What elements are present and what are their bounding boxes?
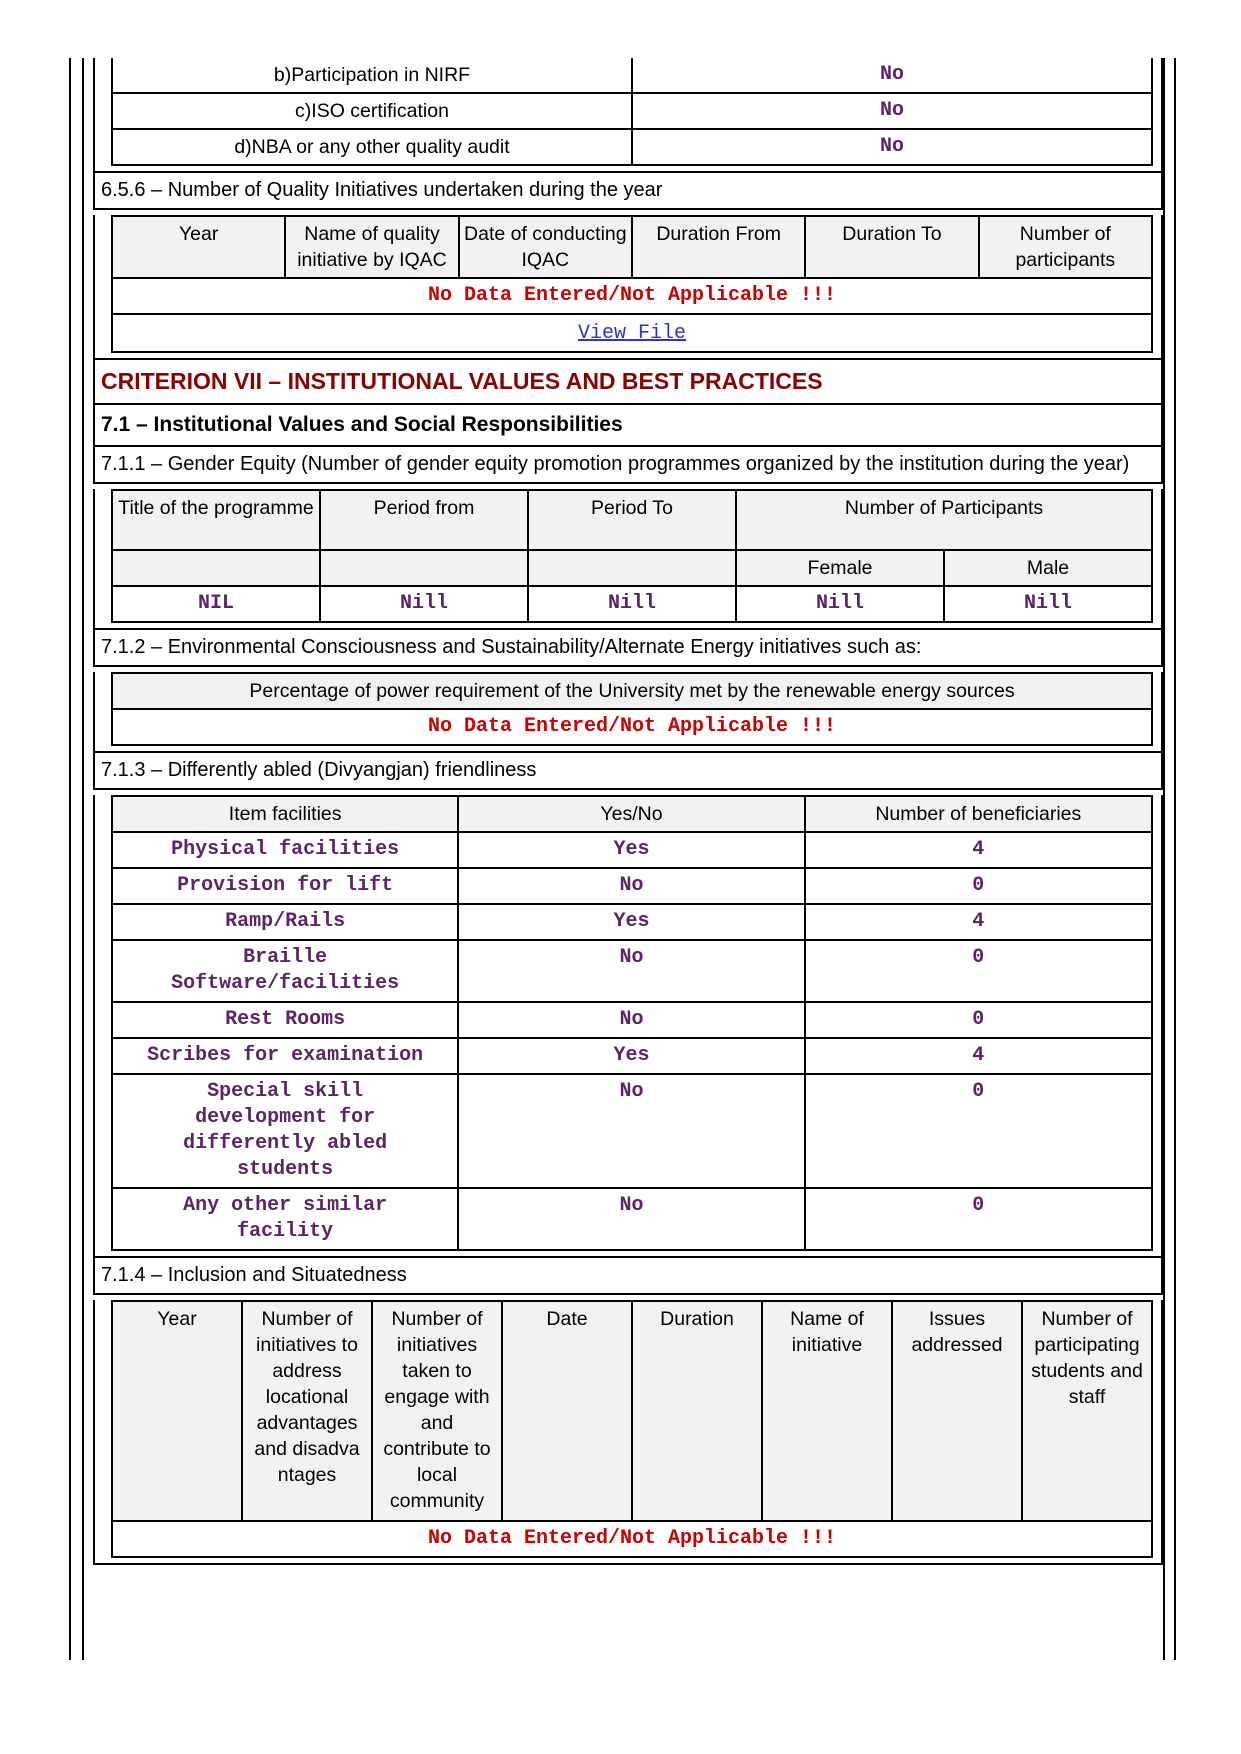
audit-label: c)ISO certification	[112, 93, 632, 129]
facility-yesno: No	[458, 1002, 804, 1038]
no-data-message: No Data Entered/Not Applicable !!!	[112, 709, 1152, 745]
column-header: Female	[736, 550, 944, 586]
facility-count: 4	[805, 832, 1152, 868]
table-cell: Nill	[944, 586, 1152, 622]
table-row	[112, 1038, 1152, 1074]
section-6-5-6-table-wrap	[93, 215, 1163, 360]
table-row	[112, 93, 1152, 129]
facility-item: Rest Rooms	[112, 1002, 458, 1038]
table-row	[112, 1521, 1152, 1557]
report-frame	[93, 58, 1163, 1565]
table-header-row	[112, 796, 1152, 832]
table-row	[112, 832, 1152, 868]
facility-yesno: Yes	[458, 832, 804, 868]
table-row	[112, 129, 1152, 165]
table-cell: NIL	[112, 586, 320, 622]
quality-audit-table	[111, 58, 1153, 166]
facility-count: 0	[805, 940, 1152, 1002]
column-header: Duration	[632, 1301, 762, 1521]
table-header-row	[112, 550, 1152, 586]
facility-yesno: No	[458, 1188, 804, 1250]
column-header: Percentage of power requirement of the University met by the renewable energy sources	[112, 673, 1152, 709]
column-header: Number of initiatives taken to engage with and contribute to local community	[372, 1301, 502, 1521]
table-row	[112, 1074, 1152, 1188]
audit-value: No	[632, 93, 1152, 129]
table-header-row	[112, 1301, 1152, 1521]
quality-initiatives-table	[111, 215, 1153, 353]
column-header: Title of the programme	[112, 490, 320, 550]
section-title: 7.1.3 – Differently abled (Divyangjan) friendliness	[101, 759, 537, 781]
inclusion-table	[111, 1300, 1153, 1558]
view-file-link[interactable]: View File	[577, 322, 687, 345]
table-row	[112, 709, 1152, 745]
column-header: Date of conducting IQAC	[459, 216, 632, 278]
section-7-1-4	[93, 1258, 1163, 1295]
column-header: Male	[944, 550, 1152, 586]
section-title: 7.1.1 – Gender Equity (Number of gender equity promotion programmes organized by the institution during the year)	[101, 453, 1130, 475]
column-header: Issues addressed	[892, 1301, 1022, 1521]
column-header: Period from	[320, 490, 528, 550]
empty-header	[112, 550, 320, 586]
empty-header	[528, 550, 736, 586]
facility-yesno: No	[458, 1074, 804, 1188]
table-row	[112, 58, 1152, 93]
section-7-1	[93, 405, 1163, 447]
facility-count: 0	[805, 1074, 1152, 1188]
facility-count: 4	[805, 904, 1152, 940]
section-6-5-6	[93, 173, 1163, 210]
column-header: Year	[112, 216, 285, 278]
criterion-title: CRITERION VII – INSTITUTIONAL VALUES AND BEST PRACTICES	[101, 368, 823, 394]
audit-label: b)Participation in NIRF	[112, 58, 632, 93]
column-header: Name of quality initiative by IQAC	[285, 216, 458, 278]
facility-count: 0	[805, 1188, 1152, 1250]
facility-yesno: No	[458, 868, 804, 904]
column-header: Number of beneficiaries	[805, 796, 1152, 832]
column-header: Number of Participants	[736, 490, 1152, 550]
section-7-1-4-table-wrap	[93, 1300, 1163, 1565]
table-row	[112, 278, 1152, 314]
facility-item: Special skill development for differently abled students	[112, 1074, 458, 1188]
table-header-row	[112, 216, 1152, 278]
facility-item: Physical facilities	[112, 832, 458, 868]
quality-audit-section	[93, 58, 1163, 173]
gender-equity-table	[111, 489, 1153, 623]
column-header: Number of participants	[979, 216, 1152, 278]
facility-item: Scribes for examination	[112, 1038, 458, 1074]
facility-count: 0	[805, 1002, 1152, 1038]
column-header: Duration To	[805, 216, 978, 278]
table-header-row	[112, 673, 1152, 709]
facility-item: Ramp/Rails	[112, 904, 458, 940]
column-header: Year	[112, 1301, 242, 1521]
section-7-1-3	[93, 753, 1163, 790]
table-row	[112, 586, 1152, 622]
no-data-message: No Data Entered/Not Applicable !!!	[112, 1521, 1152, 1557]
table-row	[112, 904, 1152, 940]
column-header: Number of participating students and staff	[1022, 1301, 1152, 1521]
section-title: 7.1.2 – Environmental Consciousness and Sustainability/Alternate Energy initiatives such as:	[101, 636, 922, 658]
renewable-energy-table	[111, 672, 1153, 746]
table-row	[112, 1002, 1152, 1038]
facility-yesno: No	[458, 940, 804, 1002]
column-header: Yes/No	[458, 796, 804, 832]
audit-value: No	[632, 129, 1152, 165]
facility-count: 0	[805, 868, 1152, 904]
section-7-1-3-table-wrap	[93, 795, 1163, 1258]
section-7-1-2-table-wrap	[93, 672, 1163, 753]
no-data-message: No Data Entered/Not Applicable !!!	[112, 278, 1152, 314]
section-7-1-1	[93, 447, 1163, 484]
section-title: 7.1.4 – Inclusion and Situatedness	[101, 1264, 407, 1286]
table-cell: Nill	[320, 586, 528, 622]
facility-item: Provision for lift	[112, 868, 458, 904]
facility-item: Braille Software/facilities	[112, 940, 458, 1002]
column-header: Period To	[528, 490, 736, 550]
column-header: Name of initiative	[762, 1301, 892, 1521]
section-title: 7.1 – Institutional Values and Social Responsibilities	[101, 413, 623, 436]
facility-item: Any other similar facility	[112, 1188, 458, 1250]
table-row	[112, 1188, 1152, 1250]
audit-label: d)NBA or any other quality audit	[112, 129, 632, 165]
column-header: Date	[502, 1301, 632, 1521]
section-title: 6.5.6 – Number of Quality Initiatives undertaken during the year	[101, 179, 663, 201]
section-7-1-1-table-wrap	[93, 489, 1163, 630]
table-row	[112, 940, 1152, 1002]
table-row	[112, 868, 1152, 904]
empty-header	[320, 550, 528, 586]
audit-value: No	[632, 58, 1152, 93]
criterion-section	[93, 360, 1163, 405]
column-header: Duration From	[632, 216, 805, 278]
right-outer-border	[1174, 58, 1176, 1660]
facility-count: 4	[805, 1038, 1152, 1074]
column-header: Item facilities	[112, 796, 458, 832]
section-7-1-2	[93, 630, 1163, 667]
facility-yesno: Yes	[458, 1038, 804, 1074]
facility-yesno: Yes	[458, 904, 804, 940]
column-header: Number of initiatives to address locational advantages and disadva ntages	[242, 1301, 372, 1521]
table-cell: Nill	[528, 586, 736, 622]
table-header-row	[112, 490, 1152, 550]
divyangjan-table	[111, 795, 1153, 1251]
right-inner-border	[1163, 58, 1165, 1660]
left-inner-border	[82, 58, 84, 1660]
left-outer-border	[69, 58, 71, 1660]
table-row	[112, 314, 1152, 352]
table-cell: Nill	[736, 586, 944, 622]
